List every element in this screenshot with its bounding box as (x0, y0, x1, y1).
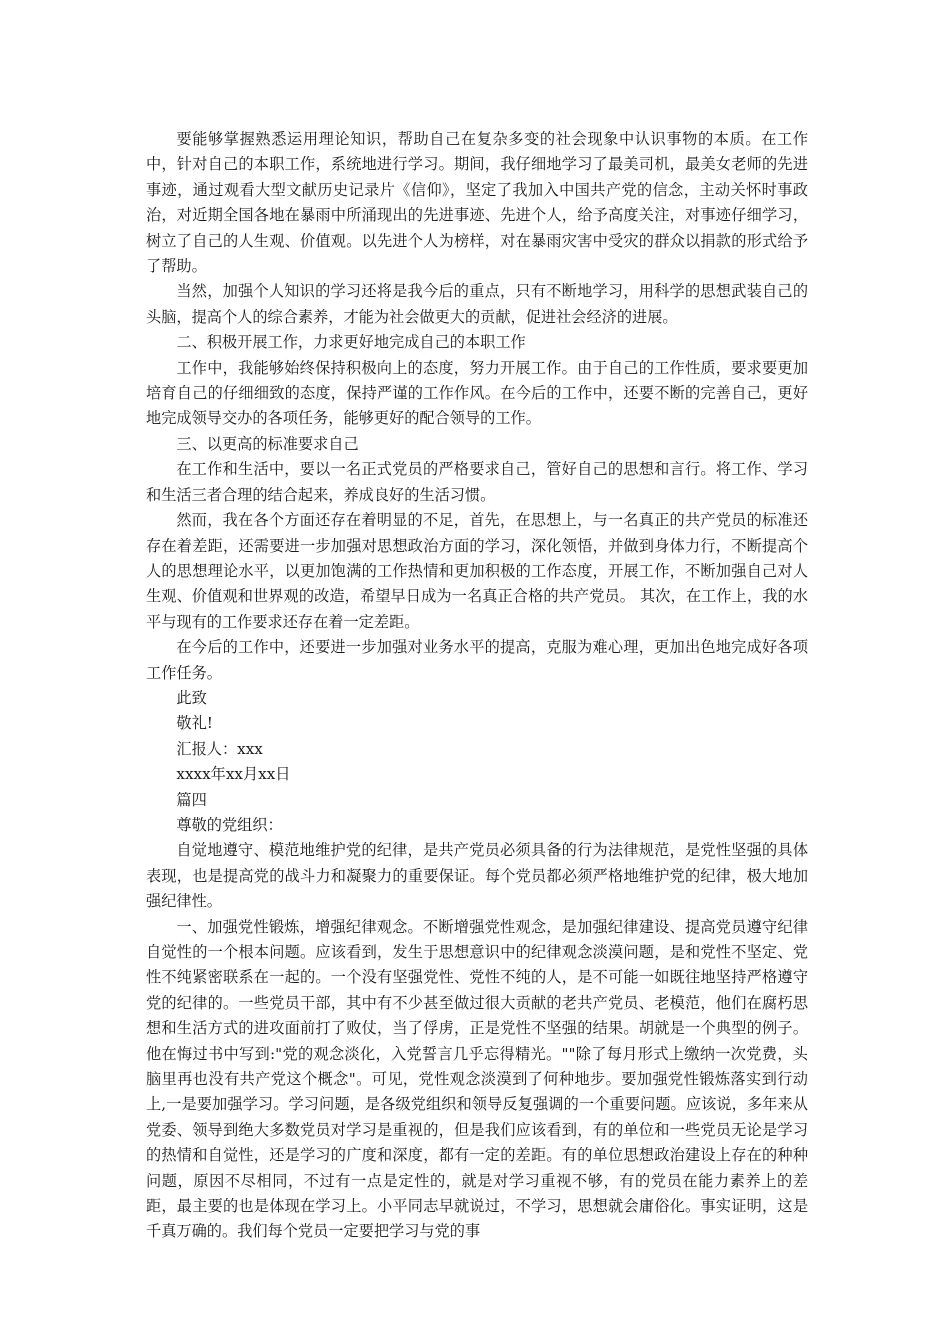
closing-jingli: 敬礼! (176, 714, 213, 733)
salutation: 尊敬的党组织： (176, 815, 283, 834)
paragraph-future-work: 在今后的工作中，还要进一步加强对业务水平的提高，克服为难心理，更加出色地完成好各项工作任务。 (146, 638, 808, 682)
section-heading-three: 三、以更高的标准要求自己 (176, 434, 359, 453)
section-heading-two: 二、积极开展工作，力求更好地完成自己的本职工作 (176, 333, 526, 352)
document-page (146, 127, 808, 1245)
paragraph-shortcomings: 然而，我在各个方面还存在着明显的不足，首先，在思想上，与一名真正的共产党员的标准还存在着差距，还需要进一步加强对思想政治方面的学习，深化领悟，并做到身体力行，不断提高个人的思想理论水平，以更加饱满的工作热情和更加积极的工作态度，开展工作，不断加强自己对人生观、价值观和世界观的改造，希望早日成为一名真正合格的共产党员。 其次，在工作上，我的水平与现有的工作要求还存在着一定差距。 (146, 511, 808, 631)
paragraph-work-and-life: 在工作和生活中，要以一名正式党员的严格要求自己，管好自己的思想和言行。将工作、学习和生活三者合理的结合起来，养成良好的生活习惯。 (146, 460, 808, 504)
closing-cizhi: 此致 (176, 688, 207, 707)
reporter-signature: 汇报人：xxx (176, 739, 263, 758)
paragraph-work-attitude: 工作中，我能够始终保持积极向上的态度，努力开展工作。由于自己的工作性质，要求要更加培育自己的仔细细致的态度，保持严谨的工作作风。在今后的工作中，还要不断的完善自己，更好地完成领导交办的各项任务，能够更好的配合领导的工作。 (146, 358, 808, 428)
paragraph-party-spirit: 一、加强党性锻炼，增强纪律观念。不断增强党性观念，是加强纪律建设、提高党员遵守纪律自觉性的一个根本问题。应该看到，发生于思想意识中的纪律观念淡漠问题，是和党性不坚定、党性不纯紧密联系在一起的。一个没有坚强党性、党性不纯的人，是不可能一如既往地坚持严格遵守党的纪律的。一些党员干部，其中有不少甚至做过很大贡献的老共产党员、老模范，他们在腐朽思想和生活方式的进攻面前打了败仗，当了俘虏，正是党性不坚强的结果。胡就是一个典型的例子。他在悔过书中写到:"党的观念淡化，入党誓言几乎忘得精光。""除了每月形式上缴纳一次党费，头脑里再也没有共产党这个概念"。可见，党性观念淡漠到了何种地步。要加强党性锻炼落实到行动上,一是要加强学习。学习问题，是各级党组织和领导反复强调的一个重要问题。应该说，多年来从党委、领导到绝大多数党员对学习是重视的，但是我们应该看到，有的单位和一些党员无论是学习的热情和自觉性，还是学习的广度和深度，都有一定的差距。有的单位思想政治建设上存在的种种问题，原因不尽相同，不过有一点是定性的，就是对学习重视不够，有的党员在能力素养上的差距，最主要的也是体现在学习上。小平同志早就说过，不学习，思想就会庸俗化。事实证明，这是千真万确的。我们每个党员一定要把学习与党的事 (146, 917, 808, 1241)
report-date: xxxx年xx月xx日 (176, 765, 291, 784)
part-four-heading: 篇四 (176, 790, 207, 809)
paragraph-personal-knowledge: 当然，加强个人知识的学习还将是我今后的重点，只有不断地学习，用科学的思想武装自己的头脑，提高个人的综合素养，才能为社会做更大的贡献，促进社会经济的进展。 (146, 282, 808, 326)
paragraph-study-theory: 要能够掌握熟悉运用理论知识，帮助自己在复杂多变的社会现象中认识事物的本质。在工作中，针对自己的本职工作，系统地进行学习。期间，我仔细地学习了最美司机，最美女老师的先进事迹，通过观看大型文献历史记录片《信仰》，坚定了我加入中国共产党的信念，主动关怀时事政治，对近期全国各地在暴雨中所涌现出的先进事迹、先进个人，给予高度关注，对事迹仔细学习，树立了自己的人生观、价值观。以先进个人为榜样，对在暴雨灾害中受灾的群众以捐款的形式给予了帮助。 (146, 130, 808, 276)
paragraph-party-discipline: 自觉地遵守、模范地维护党的纪律，是共产党员必须具备的行为法律规范，是党性坚强的具体表现，也是提高党的战斗力和凝聚力的重要保证。每个党员都必须严格地维护党的纪律，极大地加强纪律性。 (146, 841, 808, 911)
